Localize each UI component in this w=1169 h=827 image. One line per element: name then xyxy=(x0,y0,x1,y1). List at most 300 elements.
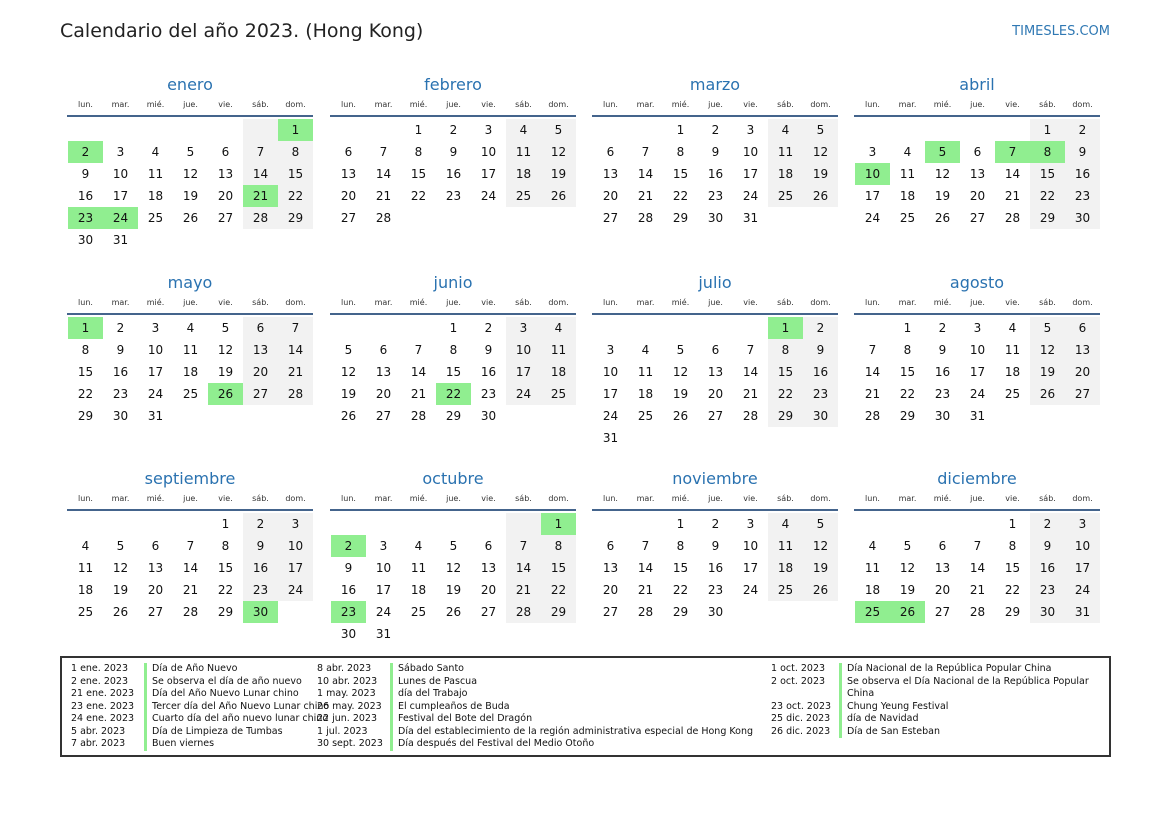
legend-row xyxy=(317,688,757,701)
legend-holiday-name: día de Navidad xyxy=(847,713,919,724)
day-cell: 18 xyxy=(899,189,916,203)
day-cell: 4 xyxy=(768,513,803,535)
day-cell: 25 xyxy=(77,605,94,619)
legend-row xyxy=(771,701,1101,714)
month-enero xyxy=(67,74,313,251)
legend-row xyxy=(71,663,321,676)
empty-day-cell xyxy=(331,119,366,141)
legend-holiday-marker xyxy=(144,713,147,726)
week-row xyxy=(592,119,838,141)
day-cell: 13 xyxy=(480,561,497,575)
day-cell: 18 xyxy=(77,583,94,597)
day-cell: 17 xyxy=(375,583,392,597)
day-cell: 16 xyxy=(1065,163,1100,185)
day-cell: 9 xyxy=(81,167,90,181)
empty-day-cell xyxy=(541,623,576,645)
day-cell: 15 xyxy=(278,163,313,185)
holiday-day-cell: 7 xyxy=(995,141,1030,163)
empty-day-cell xyxy=(960,119,995,141)
empty-day-cell xyxy=(541,207,576,229)
holiday-day-cell: 8 xyxy=(1030,141,1065,163)
day-cell: 30 xyxy=(803,405,838,427)
holiday-day-cell: 26 xyxy=(890,601,925,623)
day-cell: 27 xyxy=(340,211,357,225)
day-cell: 5 xyxy=(186,145,195,159)
legend-holiday-name: Día de San Esteban xyxy=(847,725,940,737)
empty-day-cell xyxy=(541,405,576,427)
empty-day-cell xyxy=(103,119,138,141)
day-cell: 3 xyxy=(868,145,877,159)
week-row xyxy=(854,579,1100,601)
day-cell: 20 xyxy=(969,189,986,203)
week-row xyxy=(592,601,838,623)
day-cell: 24 xyxy=(506,383,541,405)
day-cell: 22 xyxy=(541,579,576,601)
day-cell: 3 xyxy=(1065,513,1100,535)
empty-day-cell xyxy=(471,623,506,645)
empty-day-cell xyxy=(593,119,628,141)
empty-day-cell xyxy=(243,405,278,427)
header-divider xyxy=(67,115,313,117)
day-cell: 26 xyxy=(445,605,462,619)
header-divider xyxy=(330,313,576,315)
day-cell: 17 xyxy=(742,561,759,575)
weekday-label: jue. xyxy=(183,100,198,109)
weekday-label: lun. xyxy=(78,494,93,503)
legend-row xyxy=(317,701,757,714)
month-name: diciembre xyxy=(937,469,1017,488)
day-cell: 11 xyxy=(77,561,94,575)
month-name: agosto xyxy=(949,273,1005,292)
day-cell: 26 xyxy=(340,409,357,423)
week-row xyxy=(330,513,576,535)
day-cell: 22 xyxy=(899,387,916,401)
day-cell: 18 xyxy=(410,583,427,597)
day-cell: 18 xyxy=(506,163,541,185)
legend-column-2 xyxy=(317,663,757,751)
weekday-label: dom. xyxy=(810,298,831,307)
day-cell: 15 xyxy=(672,167,689,181)
day-cell: 23 xyxy=(1030,579,1065,601)
legend-date: 10 abr. 2023 xyxy=(317,675,378,687)
day-cell: 15 xyxy=(217,561,234,575)
empty-day-cell xyxy=(698,317,733,339)
day-cell: 28 xyxy=(243,207,278,229)
holiday-day-cell: 10 xyxy=(855,163,890,185)
week-row xyxy=(67,361,313,383)
day-cell: 11 xyxy=(1004,343,1021,357)
day-cell: 9 xyxy=(484,343,493,357)
empty-day-cell xyxy=(506,513,541,535)
day-cell: 16 xyxy=(803,361,838,383)
legend-date: 23 oct. 2023 xyxy=(771,700,832,712)
site-link[interactable]: TIMESLES.COM xyxy=(1012,24,1110,39)
day-cell: 6 xyxy=(221,145,230,159)
week-row xyxy=(330,119,576,141)
empty-day-cell xyxy=(173,405,208,427)
legend-holiday-marker xyxy=(839,713,842,726)
empty-day-cell xyxy=(506,405,541,427)
weekday-label: sáb. xyxy=(777,494,794,503)
day-cell: 21 xyxy=(375,189,392,203)
day-cell: 7 xyxy=(641,145,650,159)
weekday-header xyxy=(592,492,838,508)
empty-day-cell xyxy=(208,229,243,251)
day-cell: 22 xyxy=(672,583,689,597)
day-cell: 14 xyxy=(742,365,759,379)
day-cell: 19 xyxy=(445,583,462,597)
weekday-label: dom. xyxy=(1072,298,1093,307)
day-cell: 25 xyxy=(768,579,803,601)
day-cell: 3 xyxy=(746,517,755,531)
day-cell: 13 xyxy=(375,365,392,379)
empty-day-cell xyxy=(1065,405,1100,427)
day-cell: 18 xyxy=(637,387,654,401)
day-cell: 13 xyxy=(934,561,951,575)
day-cell: 27 xyxy=(602,211,619,225)
day-cell: 10 xyxy=(506,339,541,361)
empty-day-cell xyxy=(925,513,960,535)
page-title: Calendario del año 2023. (Hong Kong) xyxy=(60,20,424,42)
legend-holiday-name: Día Nacional de la República Popular China xyxy=(847,663,1052,674)
week-row xyxy=(854,535,1100,557)
day-cell: 28 xyxy=(637,211,654,225)
weekday-label: jue. xyxy=(970,494,985,503)
legend-holiday-name: El cumpleaños de Buda xyxy=(398,700,510,712)
weekday-label: mar. xyxy=(374,494,393,503)
day-cell: 6 xyxy=(973,145,982,159)
day-cell: 16 xyxy=(934,365,951,379)
day-cell: 20 xyxy=(934,583,951,597)
day-cell: 18 xyxy=(147,189,164,203)
day-cell: 4 xyxy=(768,119,803,141)
day-cell: 2 xyxy=(1065,119,1100,141)
day-cell: 26 xyxy=(182,211,199,225)
day-cell: 25 xyxy=(410,605,427,619)
header-divider xyxy=(330,115,576,117)
empty-day-cell xyxy=(960,513,995,535)
day-cell: 24 xyxy=(742,583,759,597)
day-cell: 11 xyxy=(899,167,916,181)
day-cell: 23 xyxy=(803,383,838,405)
day-cell: 3 xyxy=(379,539,388,553)
day-cell: 25 xyxy=(182,387,199,401)
day-cell: 7 xyxy=(641,539,650,553)
day-cell: 9 xyxy=(711,145,720,159)
week-row xyxy=(67,601,313,623)
day-cell: 10 xyxy=(969,343,986,357)
legend-holiday-name: Lunes de Pascua xyxy=(398,675,478,687)
day-cell: 30 xyxy=(707,211,724,225)
day-cell: 30 xyxy=(480,409,497,423)
week-row xyxy=(592,513,838,535)
day-cell: 22 xyxy=(768,383,803,405)
day-cell: 13 xyxy=(340,167,357,181)
week-row xyxy=(330,185,576,207)
empty-day-cell xyxy=(138,119,173,141)
day-cell: 12 xyxy=(445,561,462,575)
day-cell: 12 xyxy=(899,561,916,575)
weekday-label: lun. xyxy=(341,494,356,503)
header-divider xyxy=(854,115,1100,117)
day-cell: 27 xyxy=(602,605,619,619)
weekday-label: lun. xyxy=(78,298,93,307)
week-row xyxy=(67,119,313,141)
legend-holiday-marker xyxy=(390,676,393,689)
day-cell: 7 xyxy=(506,535,541,557)
week-row xyxy=(67,207,313,229)
day-cell: 11 xyxy=(637,365,654,379)
day-cell: 17 xyxy=(112,189,129,203)
day-cell: 13 xyxy=(243,339,278,361)
week-row xyxy=(854,339,1100,361)
day-cell: 10 xyxy=(742,539,759,553)
weekday-label: vie. xyxy=(218,494,233,503)
day-cell: 19 xyxy=(1030,361,1065,383)
day-cell: 15 xyxy=(445,365,462,379)
holiday-day-cell: 1 xyxy=(768,317,803,339)
day-cell: 9 xyxy=(243,535,278,557)
month-name: febrero xyxy=(424,75,482,94)
empty-day-cell xyxy=(890,513,925,535)
day-cell: 20 xyxy=(602,583,619,597)
day-cell: 11 xyxy=(768,535,803,557)
day-cell: 10 xyxy=(1065,535,1100,557)
day-cell: 17 xyxy=(480,167,497,181)
day-cell: 1 xyxy=(676,517,685,531)
month-mayo xyxy=(67,272,313,427)
month-name: octubre xyxy=(422,469,484,488)
legend-holiday-marker xyxy=(144,663,147,676)
weekday-label: mié. xyxy=(409,100,428,109)
empty-day-cell xyxy=(471,513,506,535)
day-cell: 14 xyxy=(375,167,392,181)
empty-day-cell xyxy=(103,513,138,535)
day-cell: 19 xyxy=(112,583,129,597)
day-cell: 30 xyxy=(1065,207,1100,229)
month-name: mayo xyxy=(167,273,213,292)
weekday-label: jue. xyxy=(970,298,985,307)
empty-day-cell xyxy=(208,405,243,427)
weekday-header xyxy=(854,296,1100,312)
day-cell: 27 xyxy=(375,409,392,423)
weekday-label: sáb. xyxy=(515,298,532,307)
header-divider xyxy=(330,509,576,511)
weekday-label: sáb. xyxy=(252,100,269,109)
legend-date: 2 ene. 2023 xyxy=(71,675,128,687)
month-name: julio xyxy=(698,273,732,292)
day-cell: 8 xyxy=(414,145,423,159)
empty-day-cell xyxy=(173,513,208,535)
empty-day-cell xyxy=(173,119,208,141)
holiday-day-cell: 23 xyxy=(331,601,366,623)
day-cell: 15 xyxy=(899,365,916,379)
holiday-day-cell: 26 xyxy=(208,383,243,405)
day-cell: 10 xyxy=(112,167,129,181)
day-cell: 18 xyxy=(768,163,803,185)
day-cell: 16 xyxy=(112,365,129,379)
weekday-label: lun. xyxy=(865,100,880,109)
day-cell: 4 xyxy=(186,321,195,335)
day-cell: 21 xyxy=(410,387,427,401)
weekday-label: vie. xyxy=(743,298,758,307)
day-cell: 6 xyxy=(243,317,278,339)
month-agosto xyxy=(854,272,1100,427)
legend-date: 24 ene. 2023 xyxy=(71,713,135,724)
legend-row xyxy=(71,713,329,726)
day-cell: 7 xyxy=(278,317,313,339)
month-julio xyxy=(592,272,838,449)
day-cell: 24 xyxy=(742,189,759,203)
month-name: abril xyxy=(959,75,995,94)
day-cell: 27 xyxy=(217,211,234,225)
day-cell: 9 xyxy=(449,145,458,159)
day-cell: 17 xyxy=(969,365,986,379)
day-cell: 16 xyxy=(707,561,724,575)
day-cell: 5 xyxy=(116,539,125,553)
empty-day-cell xyxy=(995,119,1030,141)
legend-holiday-name: Sábado Santo xyxy=(398,663,464,674)
day-cell: 16 xyxy=(480,365,497,379)
day-cell: 20 xyxy=(375,387,392,401)
day-cell: 3 xyxy=(151,321,160,335)
holiday-day-cell: 1 xyxy=(541,513,576,535)
day-cell: 5 xyxy=(449,539,458,553)
week-row xyxy=(67,163,313,185)
day-cell: 27 xyxy=(934,605,951,619)
day-cell: 9 xyxy=(344,561,353,575)
day-cell: 22 xyxy=(77,387,94,401)
weekday-label: mar. xyxy=(898,298,917,307)
day-cell: 8 xyxy=(1008,539,1017,553)
weekday-label: vie. xyxy=(1005,494,1020,503)
day-cell: 5 xyxy=(1030,317,1065,339)
holiday-day-cell: 5 xyxy=(925,141,960,163)
header-divider xyxy=(592,115,838,117)
legend-holiday-marker xyxy=(144,688,147,701)
day-cell: 11 xyxy=(410,561,427,575)
week-row xyxy=(330,405,576,427)
day-cell: 1 xyxy=(1030,119,1065,141)
day-cell: 15 xyxy=(541,557,576,579)
empty-day-cell xyxy=(698,427,733,449)
day-cell: 11 xyxy=(541,339,576,361)
week-row xyxy=(854,601,1100,623)
week-row xyxy=(592,185,838,207)
legend-date: 26 may. 2023 xyxy=(317,700,382,712)
day-cell: 29 xyxy=(899,409,916,423)
day-cell: 21 xyxy=(506,579,541,601)
empty-day-cell xyxy=(366,119,401,141)
legend-row xyxy=(771,676,1101,701)
week-row xyxy=(854,383,1100,405)
week-row xyxy=(67,383,313,405)
day-cell: 24 xyxy=(969,387,986,401)
weekday-header xyxy=(67,98,313,114)
weekday-label: vie. xyxy=(218,100,233,109)
legend-holiday-name: Día después del Festival del Medio Otoño xyxy=(398,738,595,749)
weekday-label: mié. xyxy=(409,494,428,503)
week-row xyxy=(854,317,1100,339)
day-cell: 11 xyxy=(768,141,803,163)
week-row xyxy=(592,339,838,361)
legend-holiday-marker xyxy=(839,726,842,739)
day-cell: 9 xyxy=(116,343,125,357)
day-cell: 24 xyxy=(602,409,619,423)
legend-date: 1 oct. 2023 xyxy=(771,663,826,674)
weekday-label: dom. xyxy=(285,298,306,307)
week-row xyxy=(67,557,313,579)
day-cell: 17 xyxy=(147,365,164,379)
legend-holiday-name: Día de Año Nuevo xyxy=(152,663,238,674)
legend-holiday-marker xyxy=(390,701,393,714)
day-cell: 6 xyxy=(711,343,720,357)
day-cell: 16 xyxy=(1030,557,1065,579)
weekday-label: vie. xyxy=(481,298,496,307)
empty-day-cell xyxy=(628,513,663,535)
day-cell: 2 xyxy=(1030,513,1065,535)
day-cell: 28 xyxy=(969,605,986,619)
empty-day-cell xyxy=(506,623,541,645)
day-cell: 28 xyxy=(506,601,541,623)
day-cell: 9 xyxy=(1030,535,1065,557)
day-cell: 20 xyxy=(602,189,619,203)
header-divider xyxy=(592,313,838,315)
day-cell: 17 xyxy=(602,387,619,401)
day-cell: 19 xyxy=(803,163,838,185)
day-cell: 4 xyxy=(541,317,576,339)
empty-day-cell xyxy=(663,317,698,339)
legend-holiday-marker xyxy=(390,713,393,726)
day-cell: 25 xyxy=(541,383,576,405)
day-cell: 7 xyxy=(746,343,755,357)
day-cell: 5 xyxy=(541,119,576,141)
legend-holiday-marker xyxy=(144,701,147,714)
day-cell: 6 xyxy=(1065,317,1100,339)
day-cell: 1 xyxy=(449,321,458,335)
day-cell: 2 xyxy=(938,321,947,335)
day-cell: 14 xyxy=(243,163,278,185)
empty-day-cell xyxy=(208,119,243,141)
day-cell: 5 xyxy=(344,343,353,357)
day-cell: 13 xyxy=(707,365,724,379)
day-cell: 2 xyxy=(449,123,458,137)
day-cell: 7 xyxy=(973,539,982,553)
day-cell: 25 xyxy=(506,185,541,207)
day-cell: 14 xyxy=(864,365,881,379)
day-cell: 23 xyxy=(707,583,724,597)
day-cell: 6 xyxy=(484,539,493,553)
day-cell: 11 xyxy=(864,561,881,575)
empty-day-cell xyxy=(243,229,278,251)
day-cell: 28 xyxy=(182,605,199,619)
day-cell: 18 xyxy=(768,557,803,579)
empty-day-cell xyxy=(68,119,103,141)
week-row xyxy=(330,361,576,383)
day-cell: 1 xyxy=(221,517,230,531)
week-row xyxy=(854,163,1100,185)
weekday-label: mié. xyxy=(933,298,952,307)
day-cell: 21 xyxy=(969,583,986,597)
weekday-label: jue. xyxy=(446,494,461,503)
day-cell: 8 xyxy=(676,539,685,553)
empty-day-cell xyxy=(243,119,278,141)
day-cell: 13 xyxy=(602,167,619,181)
day-cell: 27 xyxy=(147,605,164,619)
day-cell: 10 xyxy=(375,561,392,575)
day-cell: 12 xyxy=(112,561,129,575)
weekday-label: vie. xyxy=(218,298,233,307)
